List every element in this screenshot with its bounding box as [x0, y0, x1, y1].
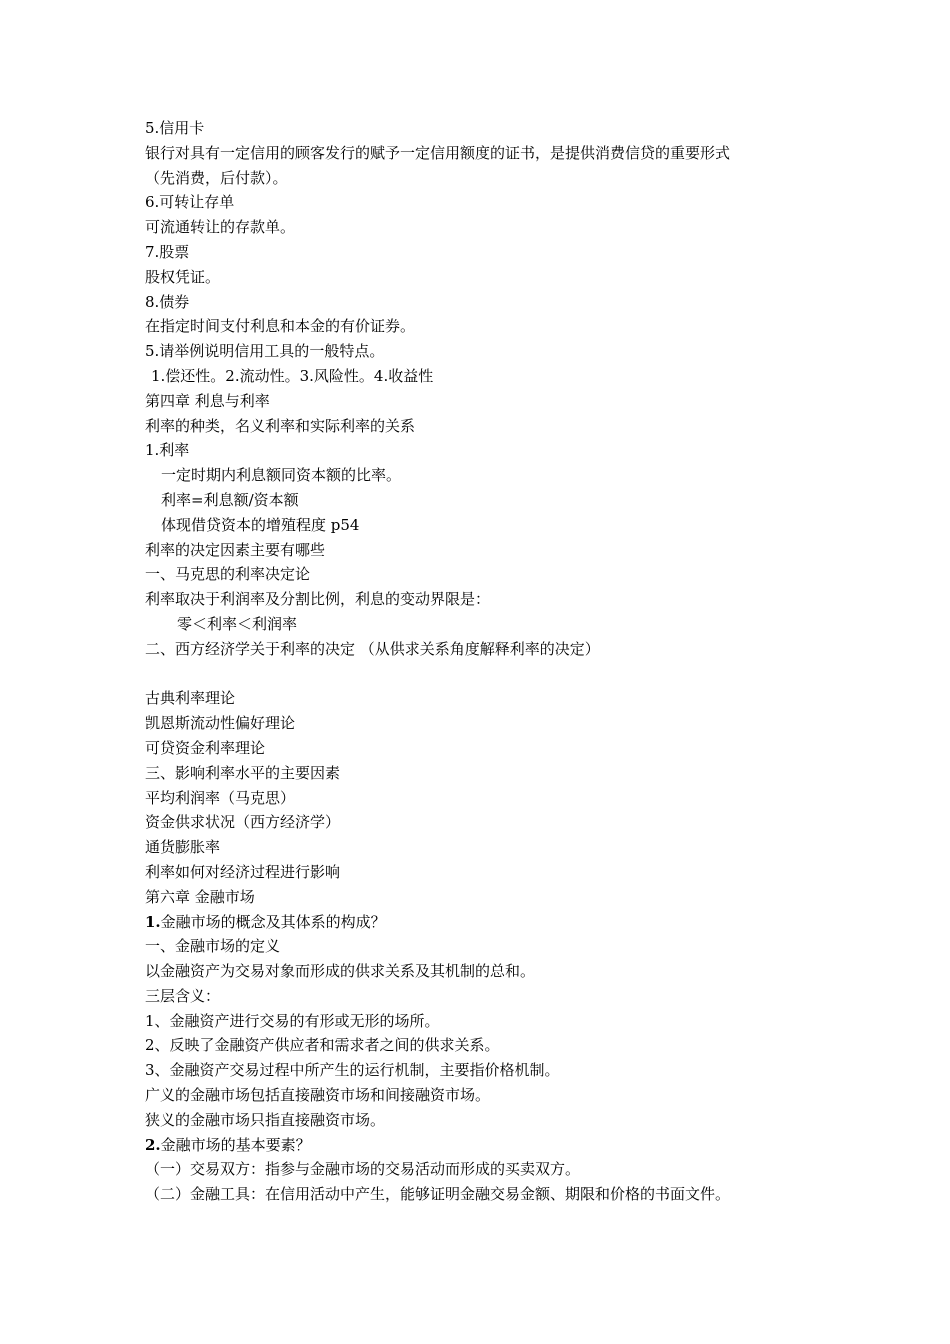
subheading: 一、金融市场的定义: [145, 937, 281, 956]
paragraph-line: 凯恩斯流动性偏好理论: [145, 714, 296, 733]
question-line: [145, 1133, 825, 1158]
chapter-heading: 第四章 利息与利率: [145, 391, 270, 410]
question-text: 金融市场的概念及其体系的构成？: [160, 912, 386, 931]
subheading: 三、影响利率水平的主要因素: [145, 763, 341, 782]
paragraph-line: 可流通转让的存款单。: [145, 218, 296, 237]
paragraph-line: 古典利率理论: [145, 689, 236, 708]
heading-credit-card: 5.信用卡: [145, 119, 205, 137]
question-number: 2.: [145, 1135, 161, 1154]
blank-line: [145, 662, 825, 687]
question-number: 1.: [145, 912, 161, 931]
paragraph-line: 通货膨胀率: [145, 838, 221, 857]
paragraph-line: （先消费，后付款）。: [145, 168, 288, 187]
question-line: [145, 910, 825, 935]
paragraph-line: 1.偿还性。2.流动性。3.风险性。4.收益性: [151, 366, 434, 385]
paragraph-line: 三层含义：: [145, 986, 221, 1005]
question-text: 金融市场的基本要素？: [160, 1135, 311, 1154]
paragraph-line: 利率取决于利润率及分割比例，利息的变动界限是：: [145, 590, 491, 609]
question-line: 利率的决定因素主要有哪些: [145, 540, 326, 559]
paragraph-line: 在指定时间支付利息和本金的有价证券。: [145, 317, 416, 336]
list-item: （一）交易双方：指参与金融市场的交易活动而形成的买卖双方。: [145, 1160, 581, 1179]
list-item: 3、金融资产交易过程中所产生的运行机制，主要指价格机制。: [145, 1061, 560, 1080]
formula-line: 利率=利息额/资本额: [161, 490, 299, 509]
question-line: 利率如何对经济过程进行影响: [145, 862, 341, 881]
heading-stock: 7.股票: [145, 242, 190, 261]
subheading: 二、西方经济学关于利率的决定 （从供求关系角度解释利率的决定）: [145, 639, 600, 658]
subheading: 一、马克思的利率决定论: [145, 565, 311, 584]
paragraph-line: 体现借贷资本的增殖程度 p54: [161, 515, 360, 534]
paragraph-line: 资金供求状况（西方经济学）: [145, 813, 341, 832]
paragraph-line: 银行对具有一定信用的顾客发行的赋予一定信用额度的证书，是提供消费信贷的重要形式: [145, 143, 731, 162]
chapter-heading: 第六章 金融市场: [145, 887, 255, 906]
paragraph-line: 以金融资产为交易对象而形成的供求关系及其机制的总和。: [145, 962, 536, 981]
paragraph-line: 可贷资金利率理论: [145, 738, 266, 757]
paragraph-line: 平均利润率（马克思）: [145, 788, 296, 807]
list-item: （二）金融工具：在信用活动中产生，能够证明金融交易金额、期限和价格的书面文件。: [145, 1185, 731, 1204]
document-page: [145, 116, 825, 1207]
question-line: 5.请举例说明信用工具的一般特点。: [145, 342, 385, 361]
question-line: 利率的种类，名义利率和实际利率的关系: [145, 416, 416, 435]
heading-negotiable-cd: 6.可转让存单: [145, 193, 235, 212]
list-item: 1、金融资产进行交易的有形或无形的场所。: [145, 1011, 440, 1030]
heading-bond: 8.债券: [145, 292, 190, 311]
paragraph-line: 一定时期内利息额同资本额的比率。: [161, 466, 402, 485]
list-item: 2、反映了金融资产供应者和需求者之间的供求关系。: [145, 1036, 500, 1055]
subheading: 1.利率: [145, 441, 190, 460]
paragraph-line: 狭义的金融市场只指直接融资市场。: [145, 1110, 386, 1129]
formula-line: 零＜利率＜利润率: [177, 614, 298, 633]
paragraph-line: 广义的金融市场包括直接融资市场和间接融资市场。: [145, 1086, 491, 1105]
paragraph-line: 股权凭证。: [145, 267, 221, 286]
